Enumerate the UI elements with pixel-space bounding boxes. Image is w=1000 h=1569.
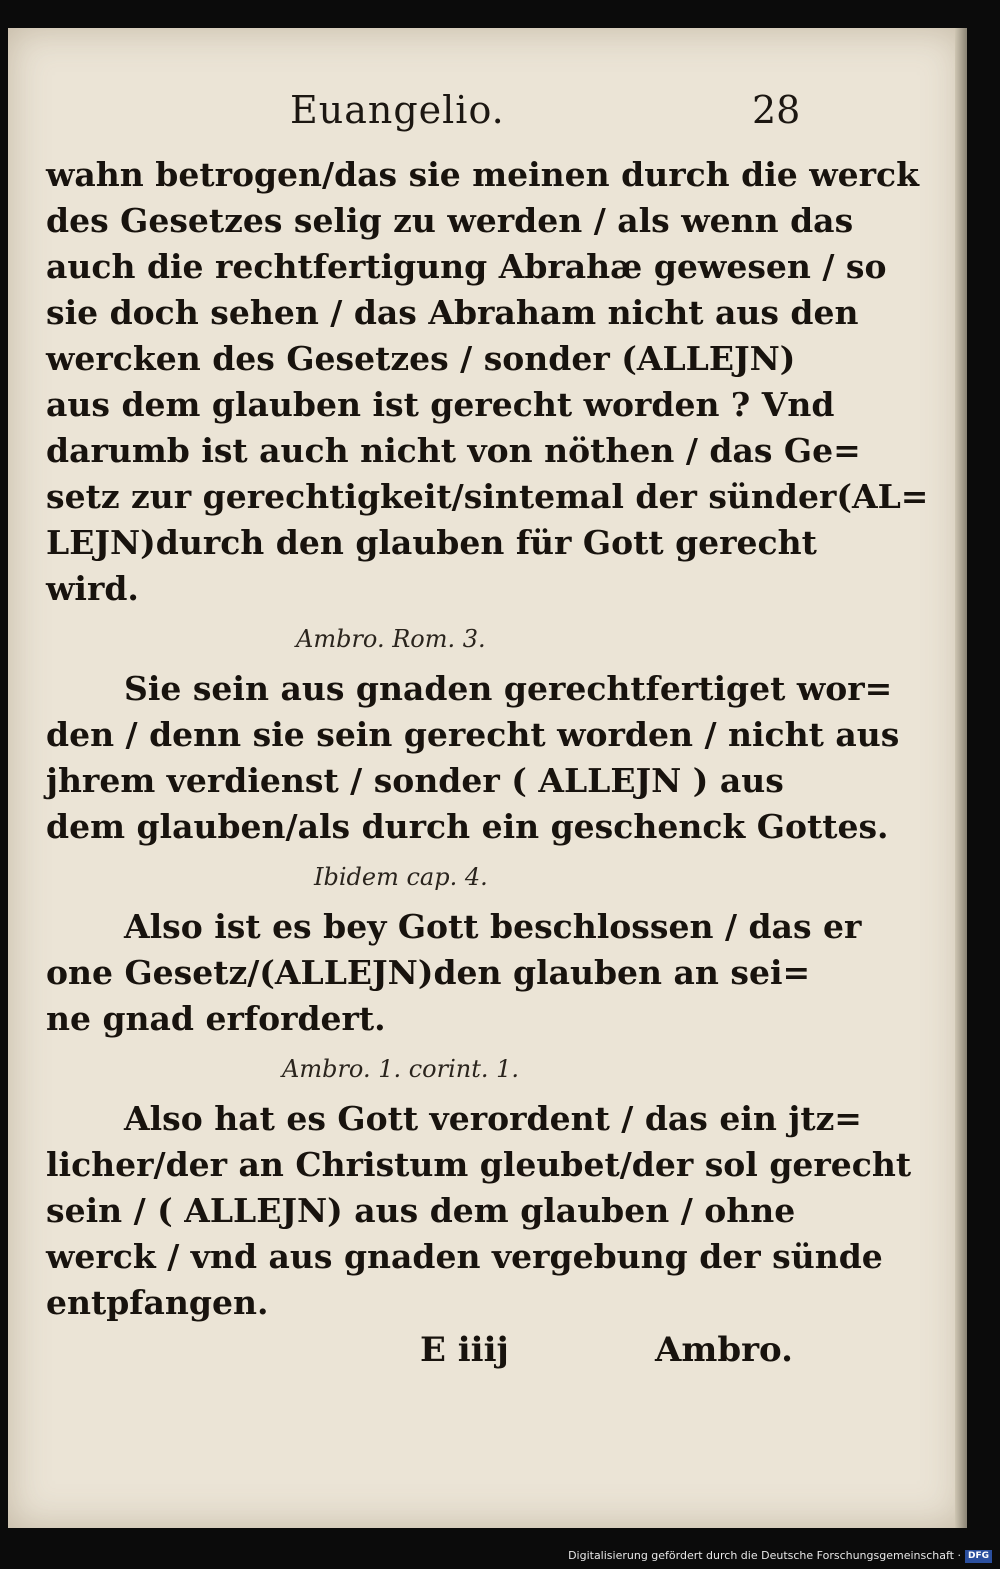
credit-text: Digitalisierung gefördert durch die Deutsche Forschungsgemeinschaft · — [568, 1549, 961, 1562]
text-line: one Gesetz/(ALLEJN)den glauben an sei= — [46, 953, 811, 992]
text-line: dem glauben/als durch ein geschenck Gottes. — [46, 807, 889, 846]
page-number: 28 — [752, 88, 801, 132]
text-line: entpfangen. — [46, 1283, 269, 1322]
text-line: LEJN)durch den glauben für Gott gerecht — [46, 523, 817, 562]
digitization-credit — [568, 1547, 992, 1565]
citation-heading: Ambro. 1. corint. 1. — [282, 1055, 520, 1083]
text-line: Sie sein aus gnaden gerechtfertiget wor= — [124, 669, 893, 708]
running-title: Euangelio. — [290, 88, 505, 132]
text-line: Also ist es bey Gott beschlossen / das er — [124, 907, 862, 946]
text-line: den / denn sie sein gerecht worden / nicht aus — [46, 715, 900, 754]
text-line: jhrem verdienst / sonder ( ALLEJN ) aus — [46, 761, 784, 800]
signature-mark: E iiij — [420, 1330, 509, 1370]
text-line: wercken des Gesetzes / sonder (ALLEJN) — [46, 339, 796, 378]
text-line: setz zur gerechtigkeit/sintemal der sünder(AL= — [46, 477, 929, 516]
text-line: ne gnad erfordert. — [46, 999, 386, 1038]
text-line: werck / vnd aus gnaden vergebung der sünde — [46, 1237, 883, 1276]
citation-heading: Ibidem cap. 4. — [314, 863, 488, 891]
text-line: wird. — [46, 569, 139, 608]
page-footer — [0, 1330, 1000, 1380]
citation-heading: Ambro. Rom. 3. — [296, 625, 486, 653]
text-line: auch die rechtfertigung Abrahæ gewesen / so — [46, 247, 887, 286]
body-text — [46, 152, 929, 1326]
page-edge — [955, 28, 967, 1528]
text-line: licher/der an Christum gleubet/der sol gerecht — [46, 1145, 912, 1184]
text-line: sie doch sehen / das Abraham nicht aus den — [46, 293, 859, 332]
catchword: Ambro. — [655, 1330, 793, 1370]
text-line: des Gesetzes selig zu werden / als wenn das — [46, 201, 854, 240]
page-header — [0, 88, 1000, 148]
text-line: sein / ( ALLEJN) aus dem glauben / ohne — [46, 1191, 796, 1230]
text-line: wahn betrogen/das sie meinen durch die werck — [46, 155, 920, 194]
text-line: aus dem glauben ist gerecht worden ? Vnd — [46, 385, 835, 424]
text-line: darumb ist auch nicht von nöthen / das Ge= — [46, 431, 861, 470]
dfg-logo: DFG — [965, 1550, 992, 1563]
text-line: Also hat es Gott verordent / das ein jtz= — [124, 1099, 862, 1138]
